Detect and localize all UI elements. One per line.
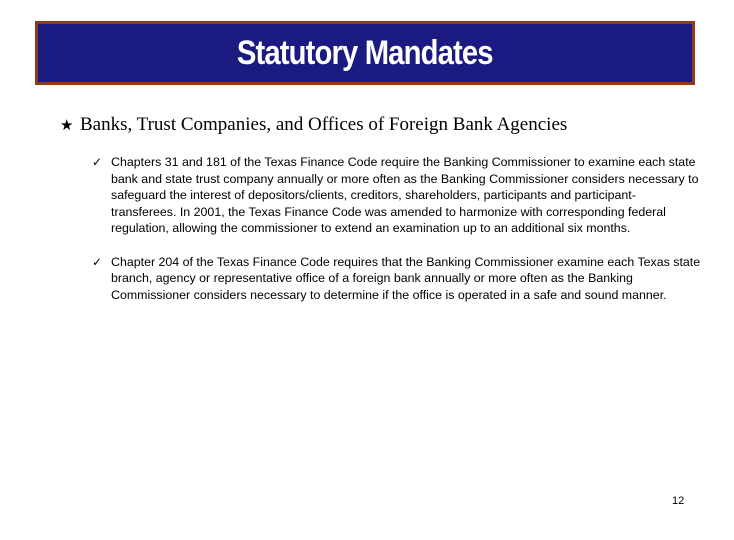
bullet-list	[92, 154, 702, 320]
check-icon: ✓	[92, 155, 103, 169]
title-banner	[35, 21, 695, 85]
slide-title: Statutory Mandates	[237, 33, 493, 72]
section-heading-row	[60, 114, 700, 136]
section-heading: Banks, Trust Companies, and Offices of Foreign Bank Agencies	[80, 114, 568, 135]
star-icon: ★	[60, 118, 74, 134]
list-item-text: Chapter 204 of the Texas Finance Code requires that the Banking Commissioner examine each Texas state branch, agency or representative office of a foreign bank annually or more often as the Banking Commissioner considers necessary to determine if the office is operated in a safe and sound manner.	[111, 254, 701, 302]
list-item	[92, 154, 702, 237]
list-item-text: Chapters 31 and 181 of the Texas Finance Code require the Banking Commissioner to examine each state bank and state trust company annually or more often as the Banking Commissioner considers necessary to safeguard the interest of depositors/clients, creditors, shareholders, participants and participant-transferees. In 2001, the Texas Finance Code was amended to harmonize with corresponding federal regulation, allowing the commissioner to extend an examination up to an additional six months.	[111, 155, 699, 235]
check-icon: ✓	[92, 254, 103, 269]
list-item	[92, 254, 702, 304]
section	[60, 114, 700, 136]
page-number: 12	[672, 495, 685, 507]
